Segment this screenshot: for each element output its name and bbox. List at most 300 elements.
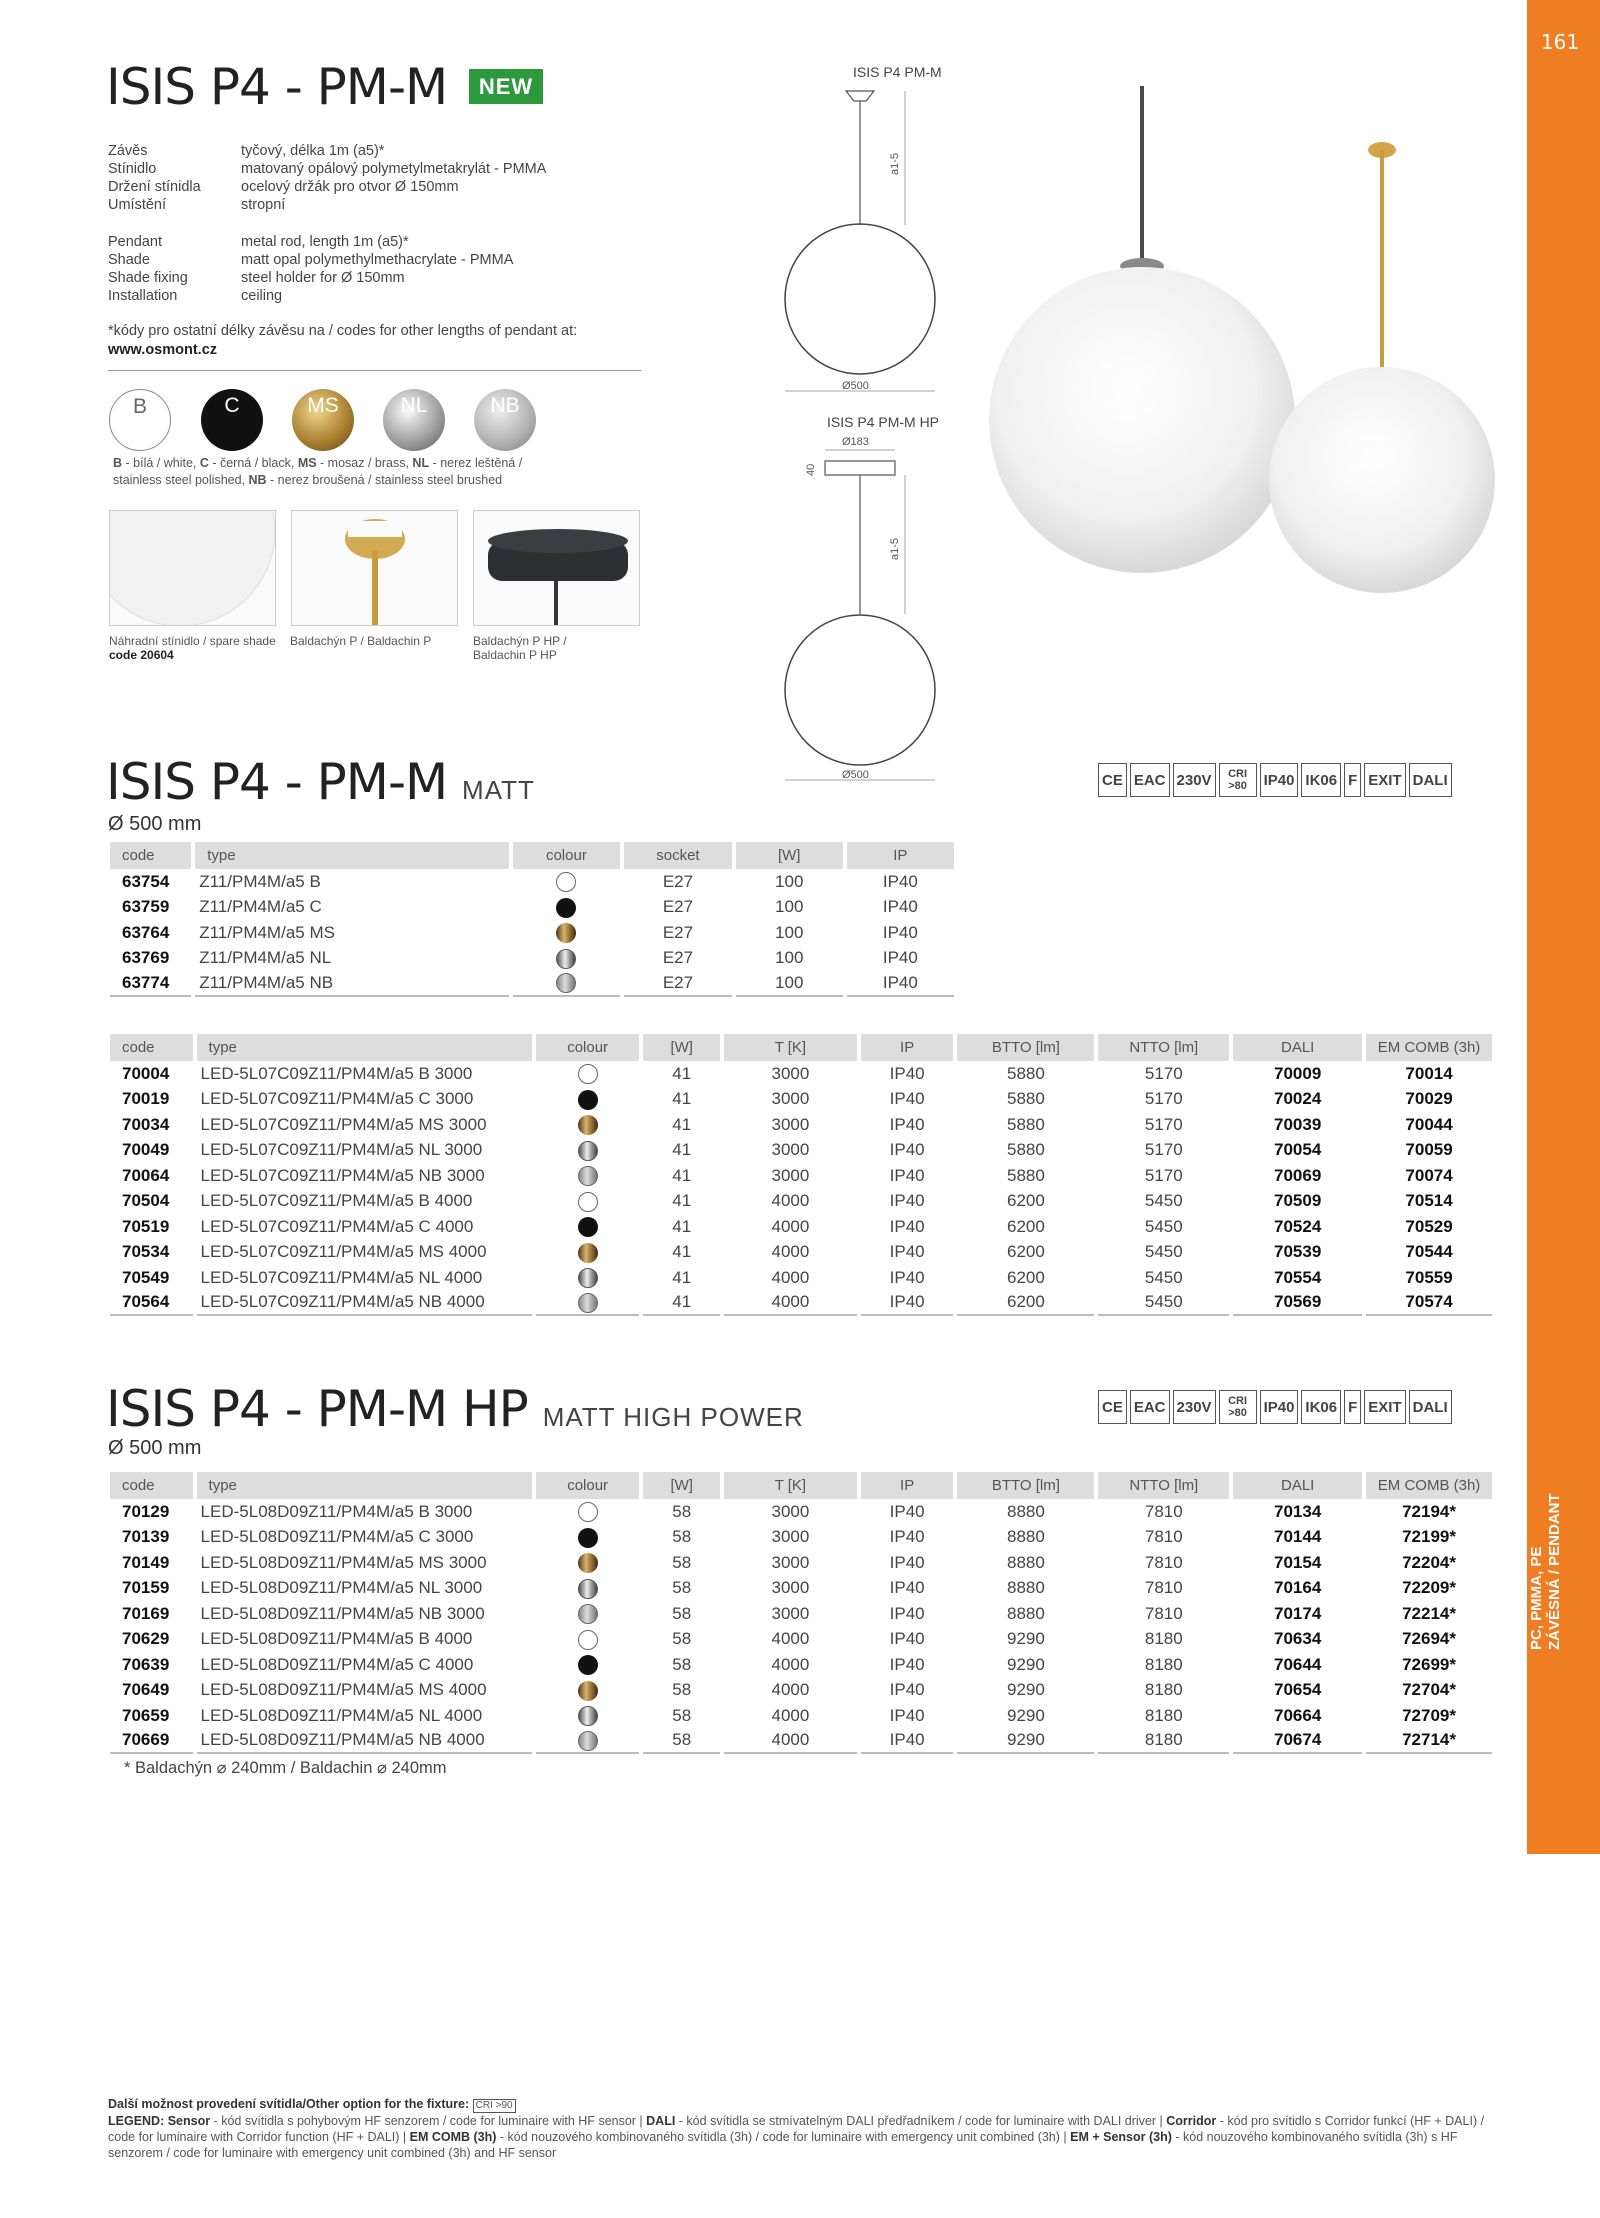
product-type: Z11/PM4M/a5 MS [199,922,335,942]
product-type: LED-5L07C09Z11/PM4M/a5 B 4000 [200,1191,473,1211]
product-code: 63774 [110,971,191,997]
new-badge: NEW [469,69,543,104]
em-comb-code: 72699* [1402,1654,1456,1674]
dali-code: 70644 [1274,1654,1322,1674]
spec-value: steel holder for Ø 150mm [241,270,405,286]
product-type: Z11/PM4M/a5 C [199,897,322,917]
btto-cell: 5880 [1006,1140,1045,1160]
temp-cell: 4000 [771,1654,810,1674]
ntto-cell: 8180 [1144,1654,1183,1674]
em-comb-code: 72709* [1402,1705,1456,1725]
btto-cell: 9290 [1006,1629,1045,1649]
colour-dot-b [578,1192,598,1212]
spec-value: stropní [241,197,286,213]
cert-icon: CRI >80 [1219,763,1257,797]
product-photo [985,80,1505,640]
cert-icon: IP40 [1260,763,1299,797]
table-row [110,1087,1492,1113]
em-comb-code: 70044 [1405,1114,1453,1134]
ip-cell: IP40 [889,1063,925,1083]
product-type: LED-5L07C09Z11/PM4M/a5 MS 3000 [200,1114,487,1134]
ntto-cell: 8180 [1144,1705,1183,1725]
colour-dot-c [578,1655,598,1675]
ntto-cell: 8180 [1144,1629,1183,1649]
colour-dot-nb [578,1604,598,1624]
colour-dot-ms [578,1553,598,1573]
temp-cell: 4000 [771,1680,810,1700]
product-code: 70534 [122,1242,170,1262]
em-comb-code: 72704* [1402,1680,1456,1700]
colour-cell [513,946,620,972]
led-table: code type colour [W] T [K] IP BTTO [lm] NTTO [lm] DALI EM COMB (3h) 70004 LED-5L07C09Z11/PM4M/a5 B 3000 41 3000 IP40 5880 5170 70009 70014 70019 LED-5L07C09Z11/PM4M/a5 C 3000 41 3000 IP40 5880 5170 70024 70029 70034 LED-5L07C09Z11/PM4M/a5 MS 3000 41 3000 IP40 5880 5170 70039 70044 70049 LED-5L07C09Z11/PM4M/a5 NL 3000 41 3000 IP40 5880 5170 70054 70059 70064 LED-5L07C09Z11/PM4M/a5 NB 3000 41 3000 IP40 5880 5170 70069 70074 70504 LED-5L07C09Z11/PM4M/a5 B 4000 41 4000 IP40 6200 5450 70509 70514 70519 LED-5L07C09Z11/PM4M/a5 C 4000 41 4000 IP40 6200 5450 70524 70529 70534 LED-5L07C09Z11/PM4M/a5 MS 4000 41 4000 IP40 6200 5450 70539 70544 70549 LED-5L07C09Z11/PM4M/a5 NL 4000 41 4000 IP40 6200 5450 70554 70559 70564 LED-5L07C09Z11/PM4M/a5 NB 4000 41 4000 IP40 6200 5450 70569 70574 [106,1034,1496,1316]
product-code: 70549 [122,1267,170,1287]
product-code: 70504 [122,1191,170,1211]
table-row [110,1627,1492,1653]
ntto-cell: 7810 [1144,1501,1183,1521]
dali-code: 70174 [1274,1603,1322,1623]
product-type: LED-5L08D09Z11/PM4M/a5 B 4000 [200,1629,473,1649]
colour-cell [536,1550,640,1576]
category-line-2: ZÁVĚSNÁ / PENDANT [1546,1493,1563,1650]
watt-cell: 58 [672,1603,692,1623]
ntto-cell: 8180 [1098,1729,1229,1755]
spec-label: Umístění [108,197,167,213]
colour-cell [536,1163,640,1189]
table-row [110,1061,1492,1087]
table-row [110,946,954,972]
baldachin-p-image [291,510,458,626]
product-type: LED-5L08D09Z11/PM4M/a5 MS 4000 [200,1680,487,1700]
section1-diameter: Ø 500 mm [108,813,202,835]
colour-cell [513,971,620,997]
baldachin-p-hp-image [473,510,640,626]
table-row [110,1703,1492,1729]
product-code: 63754 [122,871,170,891]
temp-cell: 3000 [771,1089,810,1109]
temp-cell: 4000 [771,1216,810,1236]
watt-cell: 100 [775,897,804,917]
table-row [110,869,954,895]
ntto-cell: 5450 [1144,1267,1183,1287]
socket-cell: E27 [624,971,732,997]
ip-cell: IP40 [889,1242,925,1262]
colour-cell [536,1678,640,1704]
section2-title: ISIS P4 - PM-M HP MATT HIGH POWER [106,1380,804,1438]
ip-cell: IP40 [889,1680,925,1700]
product-code: 63769 [122,948,170,968]
svg-text:Ø183: Ø183 [842,436,869,448]
colour-cell [536,1729,640,1755]
product-title: ISIS P4 - PM-M [106,58,448,116]
temp-cell: 3000 [771,1114,810,1134]
colour-cell [536,1112,640,1138]
socket-cell: E27 [662,922,694,942]
product-type: LED-5L08D09Z11/PM4M/a5 B 3000 [200,1501,473,1521]
watt-cell: 100 [775,922,804,942]
colour-cell [536,1652,640,1678]
colour-dot-b [578,1064,598,1084]
swatch-white: B [109,389,171,451]
product-code: 70034 [122,1114,170,1134]
btto-cell: 5880 [1006,1089,1045,1109]
ip-cell: IP40 [889,1140,925,1160]
watt-cell: 41 [643,1291,720,1317]
cert-icon: DALI [1409,763,1452,797]
product-code: 70659 [122,1705,170,1725]
divider [108,370,641,371]
colour-cell [536,1138,640,1164]
colour-dot-nl [578,1141,598,1161]
sidebar-category-label [1528,1450,1598,1650]
dali-code: 70039 [1274,1114,1322,1134]
cert-icon: EAC [1130,1390,1170,1424]
em-comb-code: 70074 [1405,1165,1453,1185]
watt-cell: 41 [672,1267,692,1287]
watt-cell: 100 [775,871,804,891]
em-comb-code: 70514 [1405,1191,1453,1211]
spec-label: Stínidlo [108,161,157,177]
em-comb-code: 72694* [1402,1629,1456,1649]
spec-label: Shade [108,252,150,268]
spec-row [108,160,546,178]
temp-cell: 3000 [771,1501,810,1521]
em-comb-code: 72209* [1402,1578,1456,1598]
colour-dot-nl [578,1706,598,1726]
watt-cell: 41 [672,1114,692,1134]
product-code: 70149 [122,1552,170,1572]
table-row [110,1138,1492,1164]
temp-cell: 4000 [771,1267,810,1287]
watt-cell: 58 [672,1527,692,1547]
product-type: Z11/PM4M/a5 B [199,871,321,891]
website-link[interactable]: www.osmont.cz [108,342,218,358]
watt-cell: 58 [672,1501,692,1521]
e27-table: code type colour socket [W] IP 63754 Z11/PM4M/a5 B E27 100 IP40 63759 Z11/PM4M/a5 C E27 100 IP40 63764 Z11/PM4M/a5 MS E27 100 IP40 63769 Z11/PM4M/a5 NL E27 100 IP40 63774 Z11/PM4M/a5 NB E27 100 IP40 [106,842,958,997]
colour-dot-ms [578,1115,598,1135]
colour-cell [536,1703,640,1729]
ip-cell: IP40 [889,1629,925,1649]
product-type: LED-5L07C09Z11/PM4M/a5 NB 4000 [197,1291,532,1317]
cert-icon: CE [1098,763,1127,797]
table-row [110,920,954,946]
watt-cell: 58 [672,1654,692,1674]
cert-icon: 230V [1173,763,1216,797]
spec-row [108,142,546,160]
table-row [110,1678,1492,1704]
product-code: 70049 [122,1140,170,1160]
table-row [110,1163,1492,1189]
watt-cell: 41 [672,1191,692,1211]
temp-cell: 4000 [771,1242,810,1262]
colour-cell [536,1240,640,1266]
colour-cell [536,1265,640,1291]
product-type: LED-5L07C09Z11/PM4M/a5 NL 3000 [200,1140,483,1160]
btto-cell: 9290 [1006,1654,1045,1674]
colour-cell [536,1499,640,1525]
drawing-label-hp: ISIS P4 PM-M HP [827,414,940,430]
dali-code: 70569 [1233,1291,1362,1317]
em-comb-code: 72714* [1366,1729,1492,1755]
category-line-1: PC, PMMA, PE [1528,1546,1545,1650]
ip-cell: IP40 [889,1216,925,1236]
cert-icon: IK06 [1301,1390,1341,1424]
btto-cell: 6200 [1006,1267,1045,1287]
btto-cell: 5880 [1006,1114,1045,1134]
section2-diameter: Ø 500 mm [108,1437,202,1459]
product-code: 70019 [122,1089,170,1109]
dali-code: 70024 [1274,1089,1322,1109]
dali-code: 70054 [1274,1140,1322,1160]
btto-cell: 8880 [1006,1552,1045,1572]
ip-cell: IP40 [847,971,954,997]
spec-value: ocelový držák pro otvor Ø 150mm [241,179,459,195]
btto-cell: 9290 [1006,1680,1045,1700]
cert-icon: F [1344,1390,1361,1424]
temp-cell: 4000 [724,1291,857,1317]
colour-dot-ms [578,1243,598,1263]
product-type: LED-5L08D09Z11/PM4M/a5 NB 3000 [200,1603,485,1623]
baldachin-p-caption: Baldachýn P / Baldachin P [290,634,432,648]
ip-cell: IP40 [889,1527,925,1547]
dali-code: 70664 [1274,1705,1322,1725]
baldachin-p-hp-caption: Baldachýn P HP / Baldachin P HP [473,634,567,662]
ntto-cell: 5170 [1144,1165,1183,1185]
table-row [110,1189,1492,1215]
table-row [110,1652,1492,1678]
watt-cell: 41 [672,1140,692,1160]
ntto-cell: 5170 [1144,1114,1183,1134]
spec-label: Installation [108,288,178,304]
colour-cell [513,920,620,946]
ntto-cell: 7810 [1144,1603,1183,1623]
em-comb-code: 72204* [1402,1552,1456,1572]
product-type: Z11/PM4M/a5 NL [199,948,332,968]
dali-code: 70674 [1233,1729,1362,1755]
product-code: 70519 [122,1216,170,1236]
svg-text:40: 40 [805,463,817,476]
cert-icon: IK06 [1301,763,1341,797]
colour-cell [536,1576,640,1602]
colour-dot-c [578,1090,598,1110]
table-row [110,1550,1492,1576]
product-type: LED-5L08D09Z11/PM4M/a5 NB 4000 [197,1729,532,1755]
btto-cell: 8880 [1006,1603,1045,1623]
spec-label: Závěs [108,143,148,159]
ip-cell: IP40 [861,1729,954,1755]
cert-icon: 230V [1173,1390,1216,1424]
product-type: LED-5L08D09Z11/PM4M/a5 NL 3000 [200,1578,483,1598]
dali-code: 70539 [1274,1242,1322,1262]
btto-cell: 6200 [1006,1216,1045,1236]
spec-label: Pendant [108,234,163,250]
temp-cell: 3000 [771,1603,810,1623]
product-code: 70129 [122,1501,170,1521]
watt-cell: 41 [672,1165,692,1185]
ip-cell: IP40 [882,922,918,942]
dali-code: 70554 [1274,1267,1322,1287]
product-type: LED-5L07C09Z11/PM4M/a5 NB 3000 [200,1165,485,1185]
dali-code: 70154 [1274,1552,1322,1572]
colour-dot-nb [578,1293,598,1313]
spec-row [108,269,513,287]
table-row [110,1601,1492,1627]
product-code: 70564 [110,1291,193,1317]
colour-dot-nb [578,1731,598,1751]
colour-cell [536,1291,640,1317]
footnote: * Baldachýn ⌀ 240mm / Baldachin ⌀ 240mm [124,1759,447,1777]
product-type: LED-5L07C09Z11/PM4M/a5 NL 4000 [200,1267,483,1287]
colour-dot-nl [578,1579,598,1599]
ip-cell: IP40 [889,1114,925,1134]
dali-code: 70134 [1274,1501,1322,1521]
em-comb-code: 70059 [1405,1140,1453,1160]
cert-icons-2 [1098,1390,1452,1424]
temp-cell: 4000 [771,1705,810,1725]
spec-value: tyčový, délka 1m (a5)* [241,143,385,159]
colour-dot-b [556,872,576,892]
colour-dot-c [556,898,576,918]
temp-cell: 3000 [771,1063,810,1083]
product-code: 70669 [110,1729,193,1755]
technical-drawing [770,80,950,790]
dali-code: 70164 [1274,1578,1322,1598]
page-number: 161 [1540,30,1580,54]
watt-cell: 58 [643,1729,720,1755]
table-row [110,895,954,921]
specs-cz [108,142,546,214]
lengths-note [108,322,577,360]
product-code: 63759 [122,897,170,917]
ntto-cell: 5170 [1144,1063,1183,1083]
swatch-steel-brushed: NB [474,389,536,451]
ip-cell: IP40 [889,1501,925,1521]
spec-label: Shade fixing [108,270,188,286]
watt-cell: 100 [736,971,843,997]
em-comb-code: 70029 [1405,1089,1453,1109]
ip-cell: IP40 [889,1578,925,1598]
temp-cell: 3000 [771,1165,810,1185]
product-type: Z11/PM4M/a5 NB [195,971,508,997]
table-row [110,1576,1492,1602]
em-comb-code: 72199* [1402,1527,1456,1547]
spec-row [108,233,513,251]
colour-dot-ms [578,1681,598,1701]
watt-cell: 41 [672,1089,692,1109]
product-code: 70159 [122,1578,170,1598]
spare-shade-caption: Náhradní stínidlo / spare shade code 20604 [109,634,276,662]
colour-cell [536,1601,640,1627]
colour-cell [536,1627,640,1653]
table-row [110,1499,1492,1525]
colour-cell [513,895,620,921]
spec-value: matovaný opálový polymetylmetakrylát - PMMA [241,161,547,177]
ip-cell: IP40 [889,1552,925,1572]
colour-cell [536,1214,640,1240]
watt-cell: 58 [672,1705,692,1725]
watt-cell: 58 [672,1578,692,1598]
colour-dot-c [578,1217,598,1237]
product-code: 70169 [122,1603,170,1623]
colour-dot-ms [556,923,576,943]
colour-dot-b [578,1630,598,1650]
product-code: 70649 [122,1680,170,1700]
watt-cell: 100 [775,948,804,968]
product-code: 70064 [122,1165,170,1185]
hp-table: code type colour [W] T [K] IP BTTO [lm] NTTO [lm] DALI EM COMB (3h) 70129 LED-5L08D09Z11/PM4M/a5 B 3000 58 3000 IP40 8880 7810 70134 72194* 70139 LED-5L08D09Z11/PM4M/a5 C 3000 58 3000 IP40 8880 7810 70144 72199* 70149 LED-5L08D09Z11/PM4M/a5 MS 3000 58 3000 IP40 8880 7810 70154 72204* 70159 LED-5L08D09Z11/PM4M/a5 NL 3000 58 3000 IP40 8880 7810 70164 72209* 70169 LED-5L08D09Z11/PM4M/a5 NB 3000 58 3000 IP40 8880 7810 70174 72214* 70629 LED-5L08D09Z11/PM4M/a5 B 4000 58 4000 IP40 9290 8180 70634 72694* 70639 LED-5L08D09Z11/PM4M/a5 C 4000 58 4000 IP40 9290 8180 70644 72699* 70649 LED-5L08D09Z11/PM4M/a5 MS 4000 58 4000 IP40 9290 8180 70654 72704* 70659 LED-5L08D09Z11/PM4M/a5 NL 4000 58 4000 IP40 9290 8180 70664 72709* 70669 LED-5L08D09Z11/PM4M/a5 NB 4000 58 4000 IP40 9290 8180 70674 72714* [106,1472,1496,1754]
colour-dot-nl [556,949,576,969]
swatch-brass: MS [292,389,354,451]
em-comb-code: 70559 [1405,1267,1453,1287]
ntto-cell: 5450 [1098,1291,1229,1317]
spec-value: ceiling [241,288,283,304]
svg-text:a1-5: a1-5 [889,537,901,560]
cert-icon: EXIT [1364,1390,1405,1424]
temp-cell: 3000 [771,1140,810,1160]
colour-dot-nb [556,973,576,993]
cert-icon: CRI >80 [1219,1390,1257,1424]
socket-cell: E27 [662,948,694,968]
specs-en [108,233,513,305]
dali-code: 70634 [1274,1629,1322,1649]
table-row [110,1214,1492,1240]
ntto-cell: 7810 [1144,1527,1183,1547]
temp-cell: 3000 [771,1552,810,1572]
ip-cell: IP40 [882,871,918,891]
dali-code: 70069 [1274,1165,1322,1185]
ip-cell: IP40 [889,1165,925,1185]
spec-row [108,178,546,196]
ntto-cell: 8180 [1144,1680,1183,1700]
watt-cell: 41 [672,1242,692,1262]
svg-text:Ø500: Ø500 [842,380,869,392]
colour-cell [513,869,620,895]
note-text: *kódy pro ostatní délky závěsu na / codes for other lengths of pendant at: [108,323,578,339]
cert-icon: EAC [1130,763,1170,797]
ip-cell: IP40 [861,1291,954,1317]
colour-legend: B - bílá / white, C - černá / black, MS - mosaz / brass, NL - nerez leštěná / stainless steel polished, NB - nerez broušená / stainless steel brushed [113,456,523,487]
spec-label: Držení stínidla [108,179,201,195]
cert-icon: EXIT [1364,763,1405,797]
table-row [110,1291,1492,1317]
spec-row [108,287,513,305]
ntto-cell: 7810 [1144,1552,1183,1572]
table-row [110,971,954,997]
dali-code: 70524 [1274,1216,1322,1236]
ip-cell: IP40 [889,1267,925,1287]
ntto-cell: 5170 [1144,1089,1183,1109]
table-row [110,1112,1492,1138]
product-type: LED-5L07C09Z11/PM4M/a5 C 3000 [200,1089,474,1109]
cert-icon: DALI [1409,1390,1452,1424]
svg-text:a1-5: a1-5 [889,152,901,175]
ip-cell: IP40 [889,1191,925,1211]
table-row [110,1525,1492,1551]
dali-code: 70654 [1274,1680,1322,1700]
cert-icon: IP40 [1260,1390,1299,1424]
swatch-steel-polished: NL [383,389,445,451]
ip-cell: IP40 [882,897,918,917]
ip-cell: IP40 [882,948,918,968]
em-comb-code: 70529 [1405,1216,1453,1236]
ntto-cell: 5450 [1144,1242,1183,1262]
svg-text:Ø500: Ø500 [842,769,869,781]
colour-cell [536,1087,640,1113]
btto-cell: 9290 [1006,1705,1045,1725]
em-comb-code: 72194* [1402,1501,1456,1521]
colour-cell [536,1189,640,1215]
watt-cell: 58 [672,1680,692,1700]
table-row [110,1265,1492,1291]
